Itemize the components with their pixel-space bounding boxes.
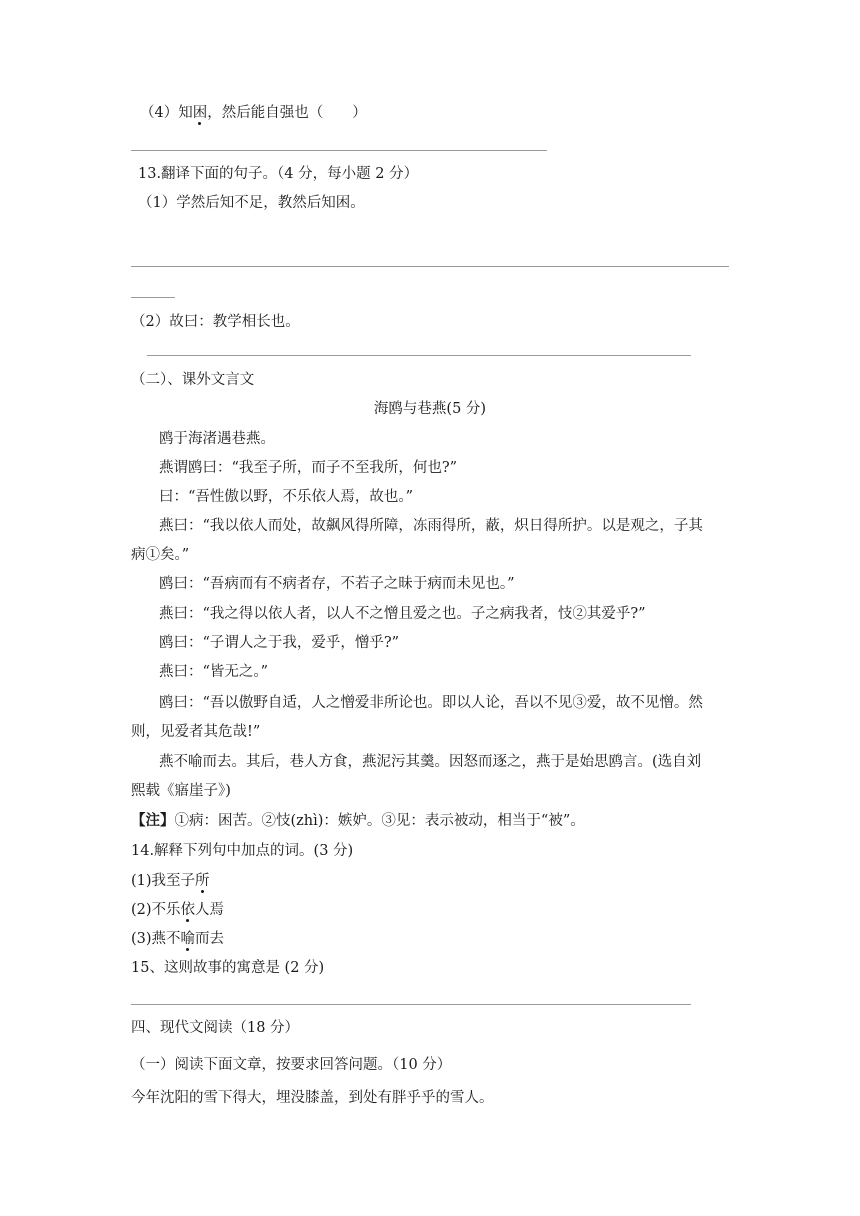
answer-line[interactable] [147,355,691,356]
answer-line[interactable] [131,266,729,267]
passage-title: 海鸥与巷燕(5 分) [373,401,487,417]
passage-line: 燕不喻而去。其后，巷人方食，燕泥污其羹。因怒而逐之，燕于是始思鸥言。(选自刘 [159,754,702,770]
q13-sentence-1: （1）学然后知不足，教然后知困。 [138,195,365,211]
dotted-char: 依 [180,902,196,918]
section-heading: 四、现代文阅读（18 分） [131,1020,300,1036]
note-text: ①病：困苦。②忮(zhì)：嫉妒。③见：表示被动，相当于“被”。 [174,813,585,829]
q14-title: 14.解释下列句中加点的词。(3 分) [131,843,354,859]
q14-item-1: (1)我至子所 [131,873,210,889]
q14-item-2: (2)不乐依人焉 [131,902,225,918]
q14-item-3: (3)燕不喻而去 [131,931,225,947]
section-subheading: （一）阅读下面文章，按要求回答问题。（10 分） [131,1057,452,1073]
passage-line: 曰：“吾性傲以野，不乐依人焉，故也。” [159,489,414,505]
dotted-char: 困 [192,105,208,121]
passage-line: 燕曰：“我之得以依人者，以人不之憎且爱之也。子之病我者，忮②其爱乎?” [159,606,646,622]
passage-line: 鸥曰：“子谓人之于我，爱乎，憎乎?” [159,635,400,651]
q12-item4: （4）知困，然后能自强也（ ） [140,105,367,121]
q13-sentence-2: （2）故曰：教学相长也。 [131,314,300,330]
passage-line: 鸥于海渚遇巷燕。 [159,431,275,447]
answer-line[interactable] [131,1004,691,1005]
passage-line: 鸥曰：“吾病而有不病者存，不若子之昧于病而未见也。” [159,576,515,592]
passage-line: 鸥曰：“吾以傲野自适，人之憎爱非所论也。即以人论，吾以不见③爱，故不见憎。然 [159,695,703,711]
annotation-note [131,811,585,831]
answer-line[interactable] [131,297,175,298]
section-heading: （二）、课外文言文 [131,372,255,388]
dotted-char: 所 [195,873,210,889]
q15-title: 15、这则故事的寓意是 (2 分) [131,960,325,976]
passage-line: 熙载《寤崖子》) [131,783,231,799]
passage-line: 燕谓鸥曰：“我至子所，而子不至我所，何也?” [159,460,458,476]
passage-line: 今年沈阳的雪下得大，埋没膝盖，到处有胖乎乎的雪人。 [131,1090,494,1106]
passage-line: 燕曰：“皆无之。” [159,664,269,680]
passage-line: 病①矣。” [131,547,190,563]
answer-line[interactable] [131,150,547,151]
note-label: 【注】 [131,812,175,829]
dotted-char: 喻 [180,931,196,947]
q13-title: 13.翻译下面的句子。（4 分，每小题 2 分） [138,166,419,182]
passage-line: 燕曰：“我以依人而处，故飙风得所障，冻雨得所，蔽，炽日得所护。以是观之，子其 [159,518,703,534]
passage-line: 则，见爱者其危哉!” [131,724,261,740]
